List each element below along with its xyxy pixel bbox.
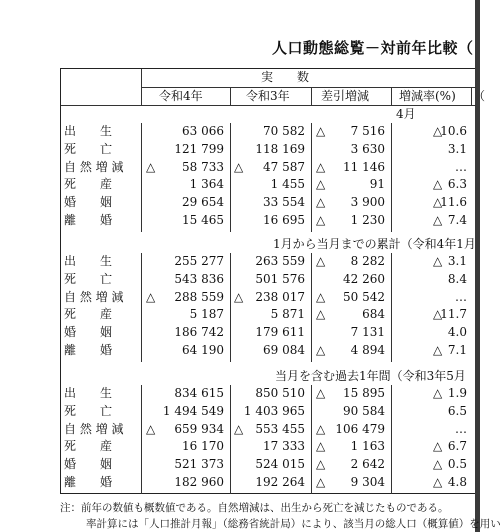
row-label: 死 亡 — [64, 271, 113, 286]
value-rate: 6.7 — [447, 439, 467, 454]
value-r3: 553 455 — [255, 421, 305, 436]
value-r4: 29 654 — [182, 195, 224, 210]
negative-marker-icon: △ — [316, 177, 326, 192]
value-diff: 7 516 — [350, 124, 385, 138]
col-header-rate: 増減率(%) — [399, 89, 456, 103]
value-rate: 6.5 — [447, 403, 467, 418]
value-r4: 1 494 549 — [162, 403, 224, 418]
value-diff: 7 131 — [350, 325, 385, 340]
negative-marker-icon: △ — [433, 177, 443, 192]
row-label: 離 婚 — [64, 343, 113, 357]
value-r3: 192 264 — [255, 475, 305, 489]
note-line-2: 率計算には「人口推計月報」（総務省統計局）により、該当月の総人口（概算値）を用い — [86, 518, 501, 530]
value-diff: 3 630 — [350, 141, 385, 156]
negative-marker-icon: △ — [316, 421, 326, 436]
value-rate: 6.3 — [447, 177, 467, 192]
column-divider — [311, 253, 312, 362]
value-rate: 8.4 — [447, 271, 467, 286]
value-r3: 17 333 — [263, 439, 305, 454]
negative-marker-icon: △ — [433, 213, 443, 227]
negative-marker-icon: △ — [433, 195, 443, 210]
column-divider — [391, 385, 392, 494]
negative-marker-icon: △ — [433, 343, 443, 357]
row-label: 離 婚 — [64, 213, 113, 227]
value-r4: 288 559 — [174, 289, 224, 304]
value-diff: 42 260 — [343, 271, 385, 286]
value-rate: 1.9 — [447, 386, 467, 400]
negative-marker-icon: △ — [433, 386, 443, 400]
value-rate: … — [455, 289, 467, 304]
value-r4: 63 066 — [182, 124, 224, 138]
negative-marker-icon: △ — [433, 457, 443, 472]
value-rate: 3.1 — [447, 254, 467, 268]
value-r3: 524 015 — [255, 457, 305, 472]
row-label: 死 亡 — [64, 403, 113, 418]
negative-marker-icon: △ — [316, 254, 326, 268]
negative-marker-icon: △ — [316, 124, 326, 138]
value-r3: 69 084 — [263, 343, 305, 357]
negative-marker-icon: △ — [316, 457, 326, 472]
negative-marker-icon: △ — [316, 475, 326, 489]
value-diff: 91 — [369, 177, 385, 192]
value-r3: 850 510 — [255, 386, 305, 400]
value-r3: 5 871 — [270, 307, 305, 322]
value-diff: 4 894 — [350, 343, 385, 357]
column-divider — [141, 123, 142, 232]
value-r4: 182 960 — [174, 475, 224, 489]
value-diff: 3 900 — [350, 195, 385, 210]
value-rate: 11.6 — [440, 195, 467, 210]
page-title: 人口動態総覧－対前年比較（ — [272, 39, 474, 57]
row-label: 自 然 増 減 — [64, 159, 124, 174]
negative-marker-icon: △ — [146, 159, 156, 174]
negative-marker-icon: △ — [146, 289, 156, 304]
value-r3: 33 554 — [263, 195, 305, 210]
value-diff: 106 479 — [335, 421, 385, 436]
value-rate: 4.8 — [447, 475, 467, 489]
note-line-1: 注：前年の数値も概数値である。自然増減は、出生から死亡を減じたものである。 — [60, 502, 449, 514]
value-r3: 16 695 — [263, 213, 305, 227]
column-divider — [230, 385, 231, 494]
negative-marker-icon: △ — [433, 475, 443, 489]
negative-marker-icon: △ — [146, 421, 156, 436]
col-header-diff: 差引増減 — [321, 89, 370, 103]
value-diff: 50 542 — [343, 289, 385, 304]
negative-marker-icon: △ — [433, 439, 443, 454]
value-diff: 8 282 — [350, 254, 385, 268]
row-label: 離 婚 — [64, 475, 113, 489]
column-divider — [230, 253, 231, 362]
value-r4: 255 277 — [174, 254, 224, 268]
row-label: 婚 姻 — [64, 195, 113, 210]
value-rate: 0.5 — [447, 457, 467, 472]
row-label: 自 然 増 減 — [64, 421, 124, 436]
row-label: 自 然 増 減 — [64, 289, 124, 304]
column-divider — [230, 123, 231, 232]
negative-marker-icon: △ — [433, 124, 443, 138]
column-divider — [311, 385, 312, 494]
value-r4: 186 742 — [174, 325, 224, 340]
col-header-r4: 令和4年 — [159, 89, 203, 103]
value-r4: 58 733 — [182, 159, 224, 174]
statistics-table — [60, 68, 486, 494]
group-header-actual: 実 数 — [261, 70, 310, 84]
value-r4: 521 373 — [174, 457, 224, 472]
value-diff: 684 — [362, 307, 385, 322]
column-divider — [391, 253, 392, 362]
value-r3: 118 169 — [255, 141, 305, 156]
value-r4: 16 170 — [182, 439, 224, 454]
value-r4: 5 187 — [189, 307, 224, 322]
section-period-label: 4月 — [396, 107, 416, 121]
col-header-r3: 令和3年 — [246, 89, 290, 103]
row-label: 死 亡 — [64, 141, 113, 156]
value-rate: 7.1 — [447, 343, 467, 357]
value-r3: 70 582 — [263, 124, 305, 138]
window-edge — [475, 0, 480, 532]
negative-marker-icon: △ — [433, 254, 443, 268]
value-r4: 121 799 — [174, 141, 224, 156]
value-diff: 2 642 — [350, 457, 385, 472]
row-label: 婚 姻 — [64, 325, 113, 340]
value-r4: 64 190 — [182, 343, 224, 357]
value-r3: 238 017 — [255, 289, 305, 304]
negative-marker-icon: △ — [316, 195, 326, 210]
section-period-label: 1月から当月までの累計（令和4年1月 — [273, 237, 476, 251]
value-diff: 9 304 — [350, 475, 385, 489]
row-label: 出 生 — [64, 386, 113, 400]
negative-marker-icon: △ — [234, 421, 244, 436]
negative-marker-icon: △ — [316, 289, 326, 304]
column-divider — [311, 123, 312, 232]
value-diff: 11 146 — [343, 159, 385, 174]
section-period-label: 当月を含む過去1年間（令和3年5月 — [275, 369, 466, 383]
value-diff: 1 230 — [350, 213, 385, 227]
negative-marker-icon: △ — [433, 307, 443, 322]
row-label: 死 産 — [64, 177, 113, 192]
value-r4: 543 836 — [174, 271, 224, 286]
value-diff: 90 584 — [343, 403, 385, 418]
value-r3: 179 611 — [255, 325, 305, 340]
value-rate: 11.7 — [440, 307, 467, 322]
value-rate: 3.1 — [447, 141, 467, 156]
value-r4: 1 364 — [189, 177, 224, 192]
value-r3: 1 403 965 — [243, 403, 305, 418]
value-rate: 10.6 — [440, 124, 467, 138]
value-rate: 4.0 — [447, 325, 467, 340]
row-label: 出 生 — [64, 124, 113, 138]
negative-marker-icon: △ — [316, 386, 326, 400]
negative-marker-icon: △ — [316, 343, 326, 357]
value-r3: 47 587 — [263, 159, 305, 174]
column-divider — [141, 385, 142, 494]
value-r3: 501 576 — [255, 271, 305, 286]
value-r4: 15 465 — [182, 213, 224, 227]
column-divider — [391, 123, 392, 232]
col-header-extra: （ — [473, 89, 486, 103]
value-r4: 659 934 — [174, 421, 224, 436]
value-r4: 834 615 — [174, 386, 224, 400]
negative-marker-icon: △ — [316, 213, 326, 227]
negative-marker-icon: △ — [234, 289, 244, 304]
value-diff: 15 895 — [343, 386, 385, 400]
column-divider — [141, 253, 142, 362]
row-label: 婚 姻 — [64, 457, 113, 472]
negative-marker-icon: △ — [316, 307, 326, 322]
value-r3: 263 559 — [255, 254, 305, 268]
negative-marker-icon: △ — [316, 159, 326, 174]
value-rate: … — [455, 159, 467, 174]
value-r3: 1 455 — [270, 177, 305, 192]
value-rate: 7.4 — [447, 213, 467, 227]
row-label: 死 産 — [64, 439, 113, 454]
value-diff: 1 163 — [350, 439, 385, 454]
value-rate: … — [455, 421, 467, 436]
negative-marker-icon: △ — [316, 439, 326, 454]
row-label: 死 産 — [64, 307, 113, 322]
row-label: 出 生 — [64, 254, 113, 268]
negative-marker-icon: △ — [234, 159, 244, 174]
